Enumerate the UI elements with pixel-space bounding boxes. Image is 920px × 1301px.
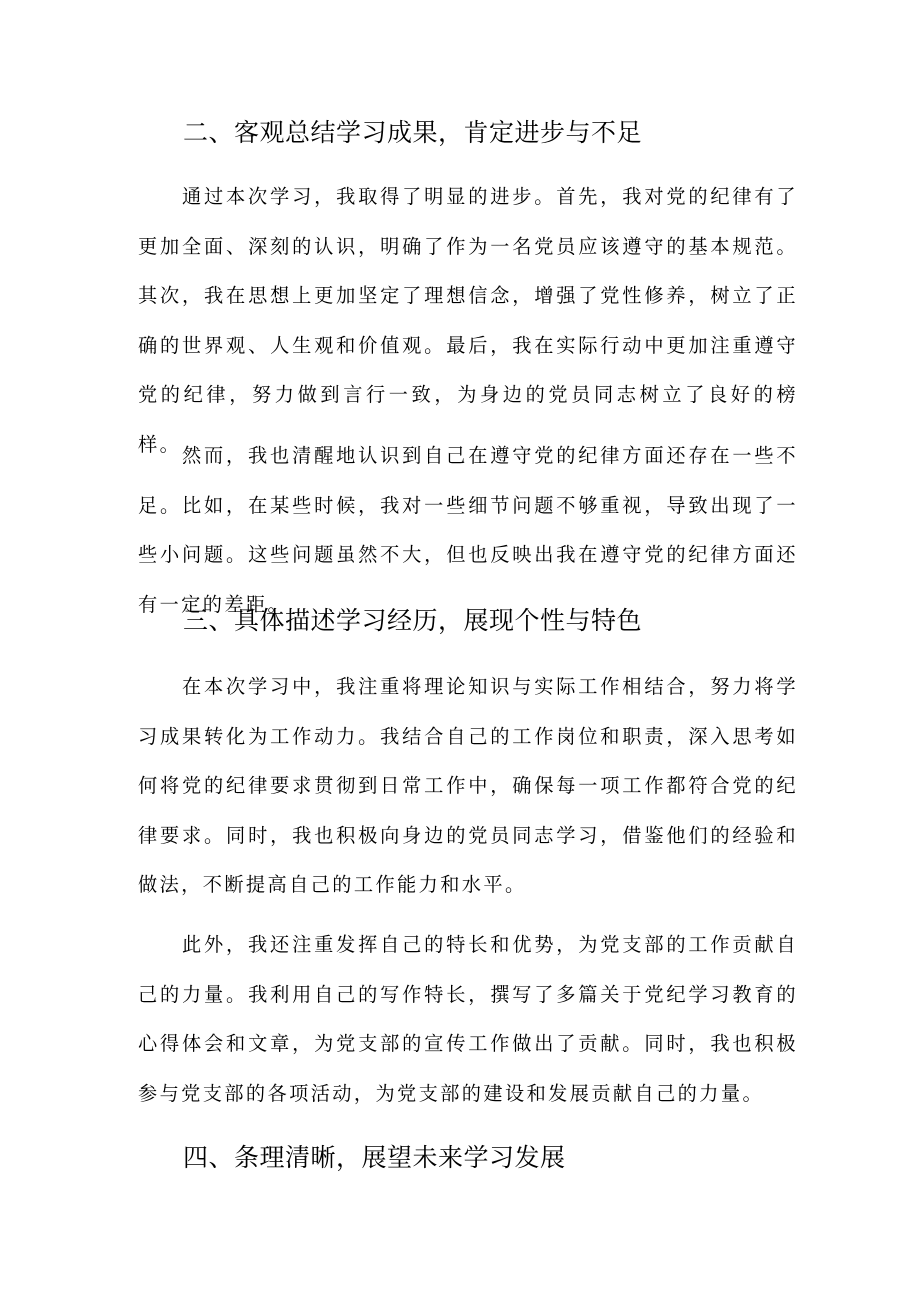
paragraph: 在本次学习中，我注重将理论知识与实际工作相结合，努力将学习成果转化为工作动力。我结合自己的工作岗位和职责，深入思考如何将党的纪律要求贯彻到日常工作中，确保每一项工作都符合党的纪律要求。同时，我也积极向身边的党员同志学习，借鉴他们的经验和做法，不断提高自己的工作能力和水平。 xyxy=(138,675,798,896)
paragraph: 然而，我也清醒地认识到自己在遵守党的纪律方面还存在一些不足。比如，在某些时候，我对一些细节问题不够重视，导致出现了一些小问题。这些问题虽然不大，但也反映出我在遵守党的纪律方面还有一定的差距。 xyxy=(138,444,798,616)
section-heading-4: 四、条理清晰，展望未来学习发展 xyxy=(183,1143,566,1172)
paragraph: 此外，我还注重发挥自己的特长和优势，为党支部的工作贡献自己的力量。我利用自己的写作特长，撰写了多篇关于党纪学习教育的心得体会和文章，为党支部的宣传工作做出了贡献。同时，我也积极参与党支部的各项活动，为党支部的建设和发展贡献自己的力量。 xyxy=(138,933,798,1105)
paragraph: 通过本次学习，我取得了明显的进步。首先，我对党的纪律有了更加全面、深刻的认识，明确了作为一名党员应该遵守的基本规范。其次，我在思想上更加坚定了理想信念，增强了党性修养，树立了正确的世界观、人生观和价值观。最后，我在实际行动中更加注重遵守党的纪律，努力做到言行一致，为身边的党员同志树立了良好的榜样。 xyxy=(138,185,798,456)
section-heading-3: 三、具体描述学习经历，展现个性与特色 xyxy=(183,606,643,635)
section-heading-2: 二、客观总结学习成果，肯定进步与不足 xyxy=(183,118,643,147)
